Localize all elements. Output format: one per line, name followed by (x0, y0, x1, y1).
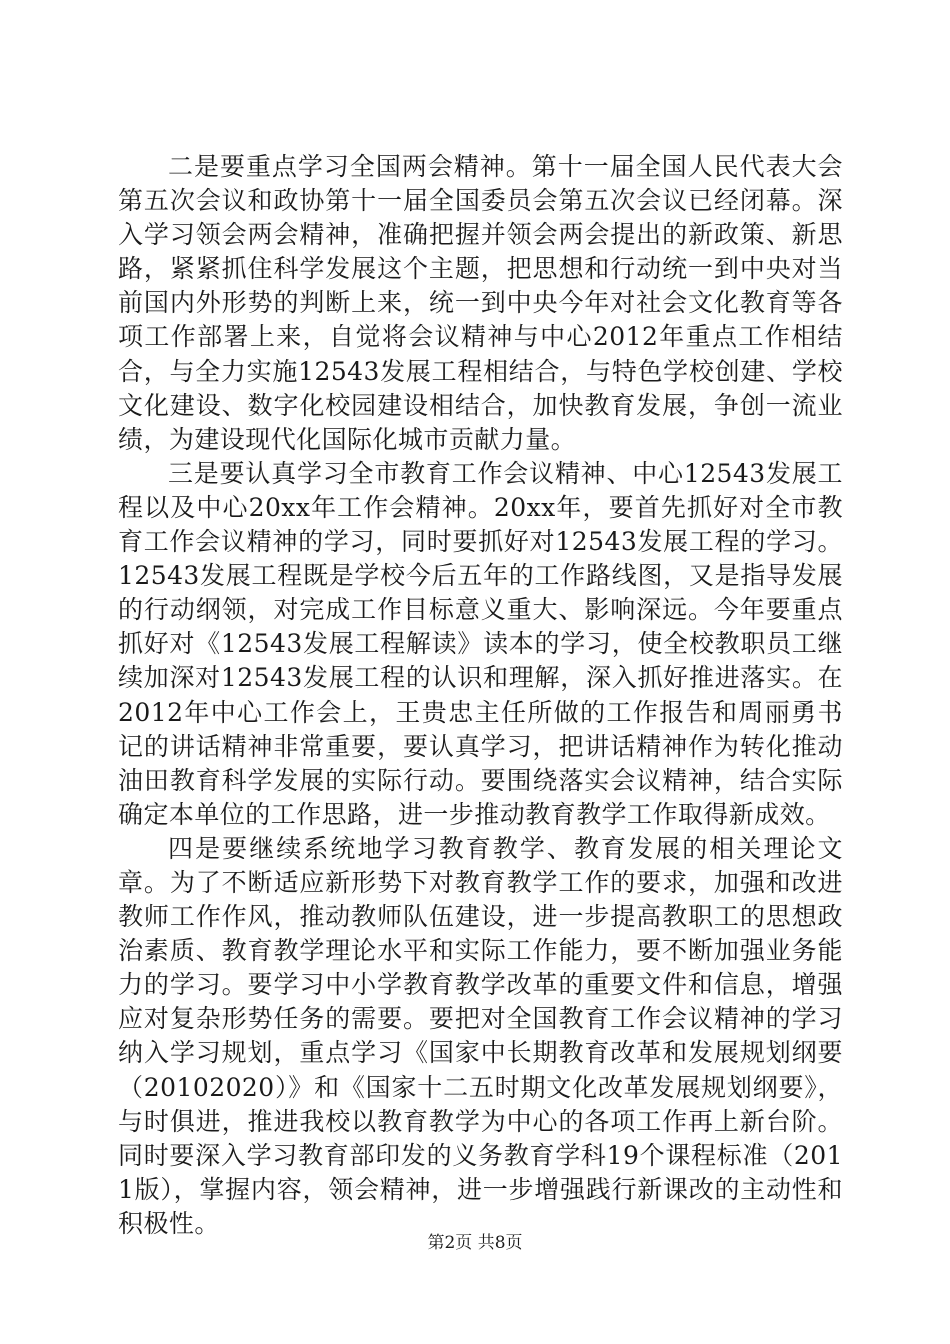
document-body (118, 150, 843, 1241)
paragraph-four: 四是要继续系统地学习教育教学、教育发展的相关理论文章。为了不断适应新形势下对教育教学工作的要求，加强和改进教师工作作风，推动教师队伍建设，进一步提高教职工的思想政治素质、教育教学理论水平和实际工作能力，要不断加强业务能力的学习。要学习中小学教育教学改革的重要文件和信息，增强应对复杂形势任务的需要。要把对全国教育工作会议精神的学习纳入学习规划，重点学习《国家中长期教育改革和发展规划纲要（20102020）》和《国家十二五时期文化改革发展规划纲要》，与时俱进，推进我校以教育教学为中心的各项工作再上新台阶。同时要深入学习教育部印发的义务教育学科19个课程标准（2011版），掌握内容，领会精神，进一步增强践行新课改的主动性和积极性。 (118, 833, 843, 1238)
paragraph-three: 三是要认真学习全市教育工作会议精神、中心12543发展工程以及中心20xx年工作会精神。20xx年，要首先抓好对全市教育工作会议精神的学习，同时要抓好对12543发展工程的学习。12543发展工程既是学校今后五年的工作路线图，又是指导发展的行动纲领，对完成工作目标意义重大、影响深远。今年要重点抓好对《12543发展工程解读》读本的学习，使全校教职员工继续加深对12543发展工程的认识和理解，深入抓好推进落实。在2012年中心工作会上，王贵忠主任所做的工作报告和周丽勇书记的讲话精神非常重要，要认真学习，把讲话精神作为转化推动油田教育科学发展的实际行动。要围绕落实会议精神，结合实际确定本单位的工作思路，进一步推动教育教学工作取得新成效。 (118, 458, 843, 829)
paragraph-two: 二是要重点学习全国两会精神。第十一届全国人民代表大会第五次会议和政协第十一届全国委员会第五次会议已经闭幕。深入学习领会两会精神，准确把握并领会两会提出的新政策、新思路，紧紧抓住科学发展这个主题，把思想和行动统一到中央对当前国内外形势的判断上来，统一到中央今年对社会文化教育等各项工作部署上来，自觉将会议精神与中心2012年重点工作相结合，与全力实施12543发展工程相结合，与特色学校创建、学校文化建设、数字化校园建设相结合，加快教育发展，争创一流业绩，为建设现代化国际化城市贡献力量。 (118, 152, 843, 454)
page-footer: 第2页 共8页 (427, 1233, 523, 1253)
